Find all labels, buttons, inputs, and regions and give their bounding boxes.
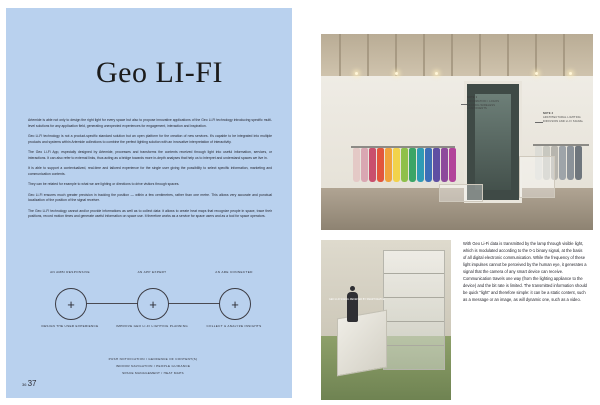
visitor-figure [347, 292, 358, 322]
visitor-figure-head [350, 286, 355, 291]
pendant-lamp-icon [535, 72, 538, 75]
footnote: SPACE MANAGEMENT / HEAT MAPS [122, 371, 184, 376]
footnote: PUSH NOTIFICATION / GEOFENCE OF CONTENT(S) [108, 357, 198, 361]
glass-display-cabinet [383, 250, 445, 370]
diagram-node-top-label: AN APP EXPERT [137, 270, 167, 274]
paragraph: The Geo Li-Fi technology cannot and/or provide informations as well as to collect data: it allows to create heat maps that recognize people in space, trace their positions, record motion times and generate useful information on space use. It therefore works as a service for space users and as a tool for space operators. [28, 208, 272, 219]
paragraph: Geo Li-Fi ensures much greater precision in tracking the position — within a few centimetres, rather than one metre. This allows very accurate and punctual localization of the position of the signal receiver. [28, 192, 272, 203]
diagram-node-top-label: AN AMBI RESPONSIVE [50, 270, 90, 274]
right-page [300, 8, 594, 398]
paragraph: It is able to support a contextualized, real-time and tailored experience for the single user giving the possibility to select specific information, marketing and communication contents. [28, 166, 272, 176]
staircase [337, 310, 387, 377]
paragraph: Geo Li-Fi technology is not a product-specific standard solution but an open platform for the creation of new services. It's capable to be integrated into multiple products and systems within Artemide collections to combine the perfect lighting solution with an innovative interpretation of interactivity. [28, 134, 272, 144]
callout-heading: NOTE 1 [467, 96, 478, 99]
diagram-node-top-label: AN ARE CONNECTED [215, 270, 253, 274]
showroom-photo [321, 34, 593, 230]
diagram-node-bottom-label: IMPROVE GEO LI-FI LIGHTING PLANNING [116, 324, 188, 328]
pendant-lamp-icon [569, 72, 572, 75]
callout-heading: NOTE 2 [543, 112, 554, 115]
body-copy [28, 118, 272, 225]
photo-callout-1 [467, 96, 507, 111]
pendant-lamp-icon [355, 72, 358, 75]
photo-callout-3: GEO LI-FI SIGNAL RECEIVED BY SMART DEVICE [329, 298, 385, 301]
diagram-node-bottom-label: COLLECT & ANALYZE INSIGHTS [206, 324, 262, 328]
diagram-node-circle: + [137, 288, 169, 320]
diagram-footnotes [68, 356, 238, 377]
page-title: Geo LI-FI [96, 56, 223, 89]
interior-photo [321, 240, 451, 400]
folio-number-2: 37 [27, 379, 37, 388]
paragraph: Artemide is able not only to design the right light for every space but also to propose innovative applications of the Geo Li-Fi technology introducing specific multi-level solutions for any application field, generating unexpected experiences for engagement, interaction and inspiration. [28, 118, 272, 128]
ceiling [321, 34, 593, 76]
page-folio [22, 379, 36, 388]
diagram-node-bottom-label: DESIGN THE USER EXPERIENCE [41, 324, 99, 328]
photo-callout-2 [543, 112, 587, 123]
diagram-node-circle: + [55, 288, 87, 320]
display-case [519, 156, 555, 198]
left-page [6, 8, 292, 398]
display-table [439, 184, 483, 202]
side-body-copy: With Geo Li-Fi data is transmitted by the lamp through visible light, which is modulated according to the 0-1 binary signal, at the basis of all digital electronic communication. While the frequency of these light impulses cannot be perceived by the human eye, it generates a signal that the camera of any smart device can receive. Communication travels one way (from the lighting appliance to the device) and the bit rate is limited. The transmitted information should be quick "light" and therefore simple: it can be a static content, such as a message or an image, as will dynamic one, such as a video. [463, 241, 587, 303]
callout-text: INFORMATION / LOGOS SENSING WIRELESS COMPONENTS [467, 99, 500, 111]
footnote: INDOOR NAVIGATION / PEOPLE GUIDANCE [115, 364, 191, 369]
process-diagram [41, 270, 262, 340]
pendant-lamp-icon [395, 72, 398, 75]
callout-text: ARCHITECTURAL LIGHTING DIFFUSION AND LI-FI SIGNAL [543, 115, 584, 123]
diagram-node-circle: + [219, 288, 251, 320]
paragraph: They can be related for example to what we are lighting or directions to drive visitors through spaces. [28, 182, 180, 187]
paragraph: The Geo Li-Fi App, especially designed by Artemide, processes and transforms the contents received through light into useful information, services, or interactions. It can also refer to external links, thus acting as a bridge towards more in-depth analyses that help us to interpret and understand spaces we live in. [28, 150, 272, 160]
pendant-lamp-icon [435, 72, 438, 75]
folio-number: 36 [22, 382, 27, 387]
